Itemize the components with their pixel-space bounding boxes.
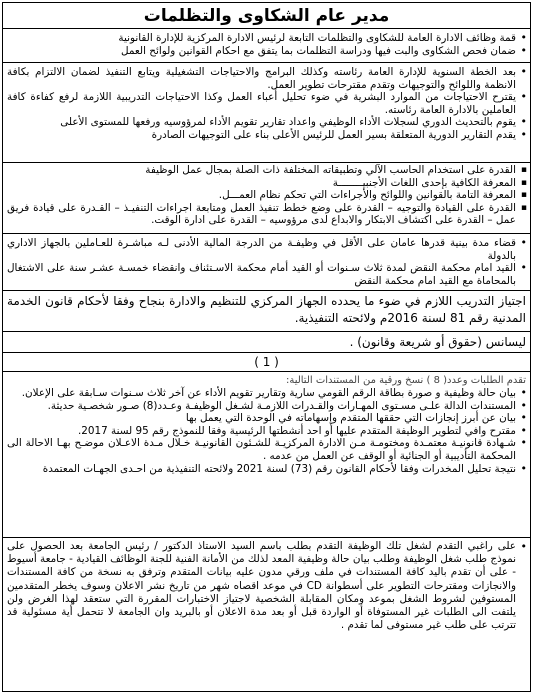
training-section	[3, 291, 530, 332]
instructions-list	[3, 540, 530, 632]
list-item: • بيان عن أبرز إنجازات التي حققها المتقدم وإسهاماته في الوحدة التي يعمل بها	[7, 412, 516, 425]
list-item: • ضمان فحص الشكاوى والبت فيها ودراسة التظلمات بما يتفق مع احكام القوانين ولوائح العمل	[7, 45, 516, 58]
positions-count: ( 1 )	[254, 355, 279, 369]
list-item: • قضاء مدة بينية قدرها عامان على الأقل في وظيفـة من الدرجة المالية الأدنى لـه مباشـرة للعـاملين بالجهاز الاداري بالدولة	[7, 237, 516, 262]
list-item: • مقترح وافي لتطوير الوظيفة المتقدم عليها أو احد أنشطتها الرئيسية وفقا للنموذج رقم 95 لسنة 2017.	[7, 425, 516, 438]
job-title-section	[3, 3, 530, 29]
list-item: ▪ القدرة على استخدام الحاسب الآلي وتطبيقاته المختلفة ذات الصلة بمجال عمل الوظيفة	[7, 164, 516, 177]
list-item: • يقدم التقارير الدورية المتعلقة بسير العمل للرئيس الأعلى بناء على التوجيهات الصادرة	[7, 129, 516, 142]
list-item: • نتيجة تحليل المخدرات وفقا لأحكام القانون رقم (73) لسنة 2021 ولائحته التنفيذية من احـدى الجهـات المعتمدة	[7, 463, 516, 476]
responsibilities-list	[3, 66, 530, 142]
qualification-section	[3, 332, 530, 353]
training-text: اجتياز التدريب اللازم في ضوء ما يحدده الجهاز المركزي للتنظيم والادارة بنجاح وفقا لأحكام قانون الخدمة المدنية رقم 81 لسنة 2016م ولائحته التنفيذية.	[7, 294, 526, 325]
conditions-section	[3, 234, 530, 291]
list-item: ▪ المعرفة التامة بالقوانين واللوائح والأجراءات التي تحكم نظام العمـــل.	[7, 189, 516, 202]
duties-section	[3, 29, 530, 63]
list-item: • يقترح الاحتياجات من الموارد البشرية في ضوء تحليل أعباء العمل وكذا الاحتياجات التدريبية اللازمة لرفع كفاءة كافة العاملين بالادارة العامة رئاسته.	[7, 91, 516, 116]
list-item: • بيان حالة وظيفية و صورة بطاقة الرقم القومي سارية وتقارير تقويم الأداء عن آخر ثلاث سـنوات سـابقة على الإعلان.	[7, 387, 516, 400]
documents-intro: تقدم الطلبات وعدد( 8 ) نسخ ورقية من المستندات التالية:	[285, 375, 526, 386]
job-title: مدير عام الشكاوى والتظلمات	[143, 5, 390, 26]
competencies-list	[3, 164, 530, 227]
list-item: ▪ المعرفة الكافية بإحدى اللغات الأجنبيــــــــة	[7, 177, 516, 190]
conditions-list	[3, 237, 530, 287]
documents-section	[3, 372, 530, 538]
list-item: • القيد امام محكمة النقض لمدة ثلاث سـنوات أو القيد أمام محكمة الاسـتئناف وانقضاء خمسـة عشـر سنة على الاشتغال بالمحاماة مع القيد امام محكمة النقض	[7, 262, 516, 287]
list-item: • على راغبي التقدم لشغل تلك الوظيفة التقدم بطلب باسم السيد الاستاذ الدكتور / رئيس الجامعة بعد الحصول على نموذج طلب شغل الوظيفة وطلب بيان حالة وظيفية المعد لذلك من الأمانة الفنية للجنة الوظائف القيادية - جامعة أسيوط - على أن تقدم باليد كافة المستندات في ملف ورقي مدون عليه بيانات المتقدم وترفق به نسخة من كافة المستندات والانجازات ومقترحات التطوير على أسطوانة CD في موعد اقصاه شهر من تاريخ نشر الاعلان وسوف يخطر المتقدمين المستوفين لشروط الشغل بموعد ومكان المقابلة الشخصية لاجتياز الاختبارات المقررة التي ستعقد لهذا الغرض ولن يلتفت الى الطلبات غير المستوفاة أو الواردة قبل أو بعد مدة الاعلان أو بالبريد وان الجامعة لا تتحمل أية مسئولية قد تترتب على طلب غير مستوفى لما تقدم .	[7, 540, 516, 632]
list-item: • بعد الخطة السنوية للإدارة العامة رئاسته وكذلك البرامج والاحتياجات التشغيلية ويتابع التنفيذ لضمان الالتزام بكافة الانظمة واللوائح والتوجيهات وتقدم مقترحات تطوير العمل.	[7, 66, 516, 91]
documents-list	[3, 387, 530, 475]
list-item: • شـهادة قانونيـة معتمـدة ومختومـة مـن الادارة المركزيـة للشـئون القانونيـة خـلال مـدة الاعـلان موضـح بهـا الاحالة الى المحكمة التأديبية أو الجنائية أو الوقف عن العمل من عدمه .	[7, 437, 516, 462]
responsibilities-section	[3, 63, 530, 163]
positions-count-section	[3, 353, 530, 372]
duties-list	[3, 32, 530, 57]
list-item: • يقوم بالتحديث الدوري لسجلات الأداء الوظيفي واعداد تقارير تقويم الأداء لمرؤوسيه ورفعها للمستوى الأعلى	[7, 116, 516, 129]
list-item: • قمة وظائف الادارة العامة للشكاوى والتظلمات التابعة لرئيس الادارة المركزية للإدارة القانونية	[7, 32, 516, 45]
competencies-section	[3, 163, 530, 234]
list-item: • المستندات الدالة علـى مسـتوى المهـارات والقـدرات اللازمـة لشـغل الوظيفـة وعـدد(8) صـور شخصـية حديثة.	[7, 400, 516, 413]
job-announcement-page	[2, 2, 531, 692]
list-item: ▪ القدرة على القيادة والتوجيه – القدرة على وضع خطط تنفيذ العمل ومتابعة اجراءات التنفيـذ – القـدرة على قيادة فريق عمل – القدرة على اكتشاف الابتكار والابداع لدى مرؤوسيه – القدرة على ادارة الوقت.	[7, 202, 516, 227]
qualification-text: ليسانس (حقوق أو شريعة وقانون) .	[349, 335, 526, 349]
instructions-section	[3, 538, 530, 678]
